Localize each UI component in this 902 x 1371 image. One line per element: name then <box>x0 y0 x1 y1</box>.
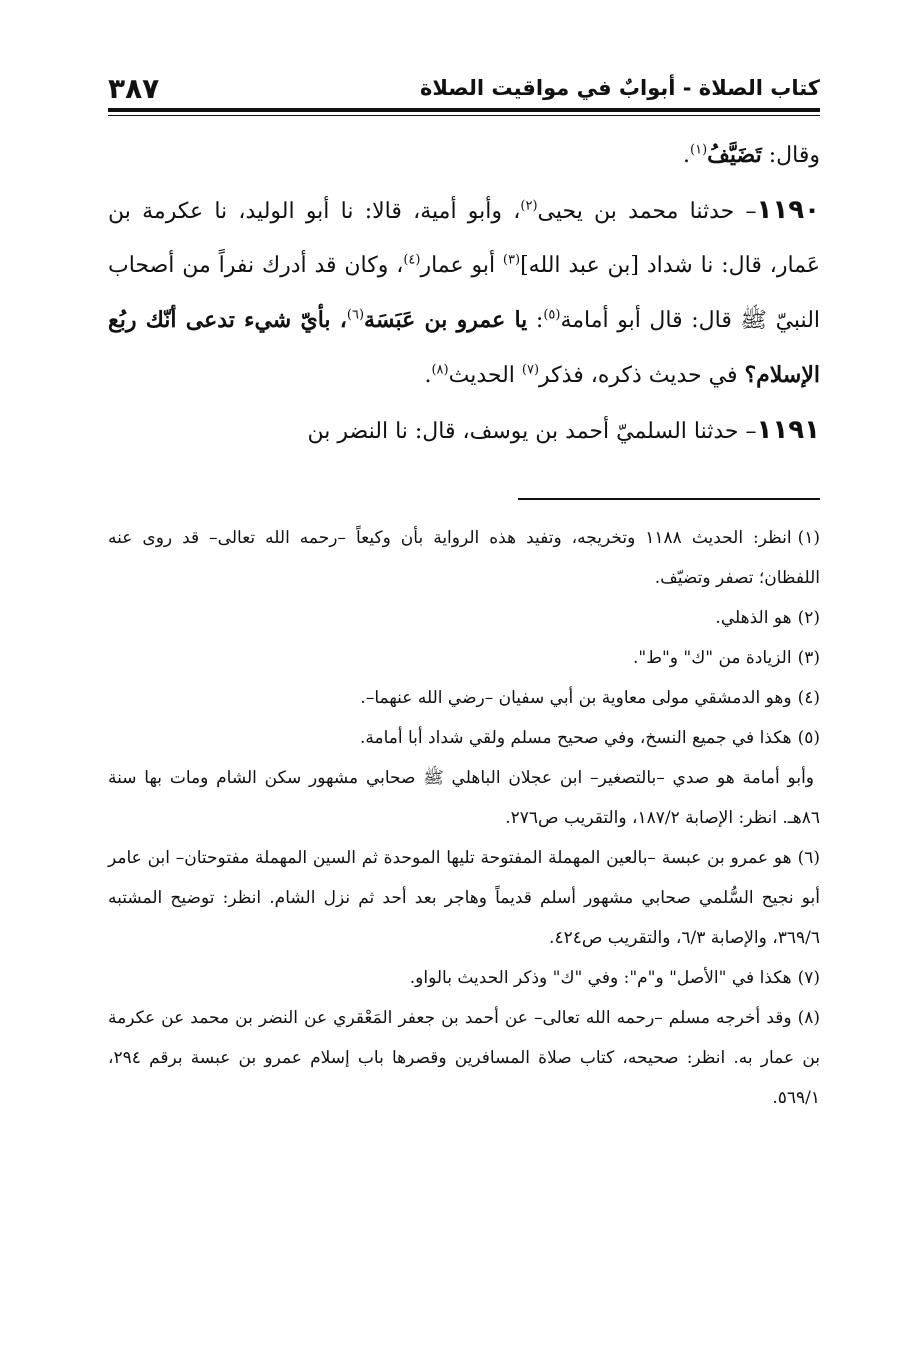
hadith-text: . <box>424 363 432 388</box>
footnote-text: وأبو أمامة هو صدي –بالتصغير– ابن عجلان الباهلي ﷺ صحابي مشهور سكن الشام ومات بها سنة ٨٦هـ. انظر: الإصابة ١٨٧/٢، والتقريب ص٢٧٦. <box>108 768 820 828</box>
footnote-5-continuation <box>108 758 820 838</box>
page-number: ٣٨٧ <box>108 71 160 105</box>
hadith-number: ١١٩١ <box>756 415 820 445</box>
footnote-text: هكذا في جميع النسخ، وفي صحيح مسلم ولقي شداد أبا أمامة. <box>359 728 792 748</box>
footnote-ref: (٥) <box>543 307 561 323</box>
footnotes <box>108 518 820 1118</box>
footnote-text: هكذا في "الأصل" و"م": وفي "ك" وذكر الحديث بالواو. <box>409 968 792 988</box>
footnote-7 <box>108 958 820 998</box>
hadith-bold-text: يا عمرو بن عَبَسَة <box>364 307 528 333</box>
intro-end: . <box>683 143 690 168</box>
footnote-marker: (٥) <box>797 728 820 748</box>
footnote-3 <box>108 638 820 678</box>
footnote-text: الزيادة من "ك" و"ط". <box>633 648 792 668</box>
footnote-marker: (٦) <box>797 848 820 868</box>
footnote-ref: (٧) <box>521 362 540 378</box>
footnote-ref: (١) <box>690 142 708 158</box>
hadith-text: الحديث <box>448 363 522 388</box>
header-rule-thin <box>108 115 820 116</box>
running-header <box>108 70 820 106</box>
hadith-text: : <box>527 308 544 333</box>
footnote-1 <box>108 518 820 598</box>
footnote-8 <box>108 998 820 1118</box>
hadith-text: ، وأبو أمية، قالا: نا أبو الوليد، نا عكرمة بن عَمار، قال: نا شداد [بن عبد الله] <box>108 199 820 278</box>
footnote-5 <box>108 718 820 758</box>
footnote-6 <box>108 838 820 958</box>
footnote-4 <box>108 678 820 718</box>
footnote-marker: (٧) <box>797 968 820 988</box>
header-rule-thick <box>108 108 820 112</box>
footnote-ref: (٣) <box>502 252 521 268</box>
footnote-separator <box>518 498 820 500</box>
footnote-ref: (٨) <box>431 362 449 378</box>
footnote-text: وقد أخرجه مسلم –رحمه الله تعالى– عن أحمد بن جعفر المَعْقري عن النضر بن محمد عن عكرمة بن عمار به. انظر: صحيحه، كتاب صلاة المسافرين وقصرها باب إسلام عمرو بن عبسة برقم ٢٩٤، ٥٦٩/١. <box>108 1008 820 1108</box>
hadith-text: – حدثنا السلميّ أحمد بن يوسف، قال: نا النضر بن <box>307 419 757 444</box>
paragraph-intro <box>108 128 820 183</box>
footnote-marker: (١) <box>797 528 820 548</box>
hadith-1190 <box>108 183 820 403</box>
hadith-text: أبو عمار <box>420 253 503 278</box>
footnote-text: هو الذهلي. <box>715 608 792 628</box>
footnote-ref: (٤) <box>403 252 421 268</box>
intro-text: وقال: <box>761 143 820 168</box>
header-title: كتاب الصلاة - أبوابٌ في مواقيت الصلاة <box>419 76 820 100</box>
footnote-marker: (٣) <box>797 648 820 668</box>
intro-bold-word: تَضَيَّفُ <box>707 142 762 168</box>
hadith-1191 <box>108 403 820 459</box>
footnote-marker: (٢) <box>797 608 820 628</box>
footnote-2 <box>108 598 820 638</box>
footnote-text: وهو الدمشقي مولى معاوية بن أبي سفيان –رضي الله عنهما–. <box>360 688 792 708</box>
footnote-marker: (٤) <box>797 688 820 708</box>
footnote-text: انظر: الحديث ١١٨٨ وتخريجه، وتفيد هذه الرواية بأن وكيعاً –رحمه الله تعالى– قد روى عنه اللفظان؛ تصفر وتضيّف. <box>108 528 820 588</box>
footnote-ref: (٢) <box>520 198 538 214</box>
hadith-text: – حدثنا محمد بن يحيى <box>537 199 757 224</box>
footnote-ref: (٦) <box>346 307 365 323</box>
footnote-marker: (٨) <box>797 1008 820 1028</box>
main-text <box>108 128 820 459</box>
hadith-bold-text: ، بأيّ شيء تدعى أنّك ربُع الإسلام؟ <box>108 307 820 388</box>
footnote-text: هو عمرو بن عبسة –بالعين المهملة المفتوحة تليها الموحدة ثم السين المهملة مفتوحتان– ابن عامر أبو نجيح السُّلمي صحابي مشهور أسلم قديماً وهاجر بعد أحد ثم نزل الشام. انظر: توضيح المشتبه ٣٦٩/٦، والإصابة ٦/٣، والتقريب ص٤٢٤. <box>108 848 820 948</box>
hadith-text: ، وكان قد أدرك نفراً من أصحاب النبيّ ﷺ قال: قال أبو أمامة <box>108 253 821 333</box>
hadith-number: ١١٩٠ <box>756 195 820 225</box>
hadith-text: في حديث ذكره، فذكر <box>539 363 745 388</box>
